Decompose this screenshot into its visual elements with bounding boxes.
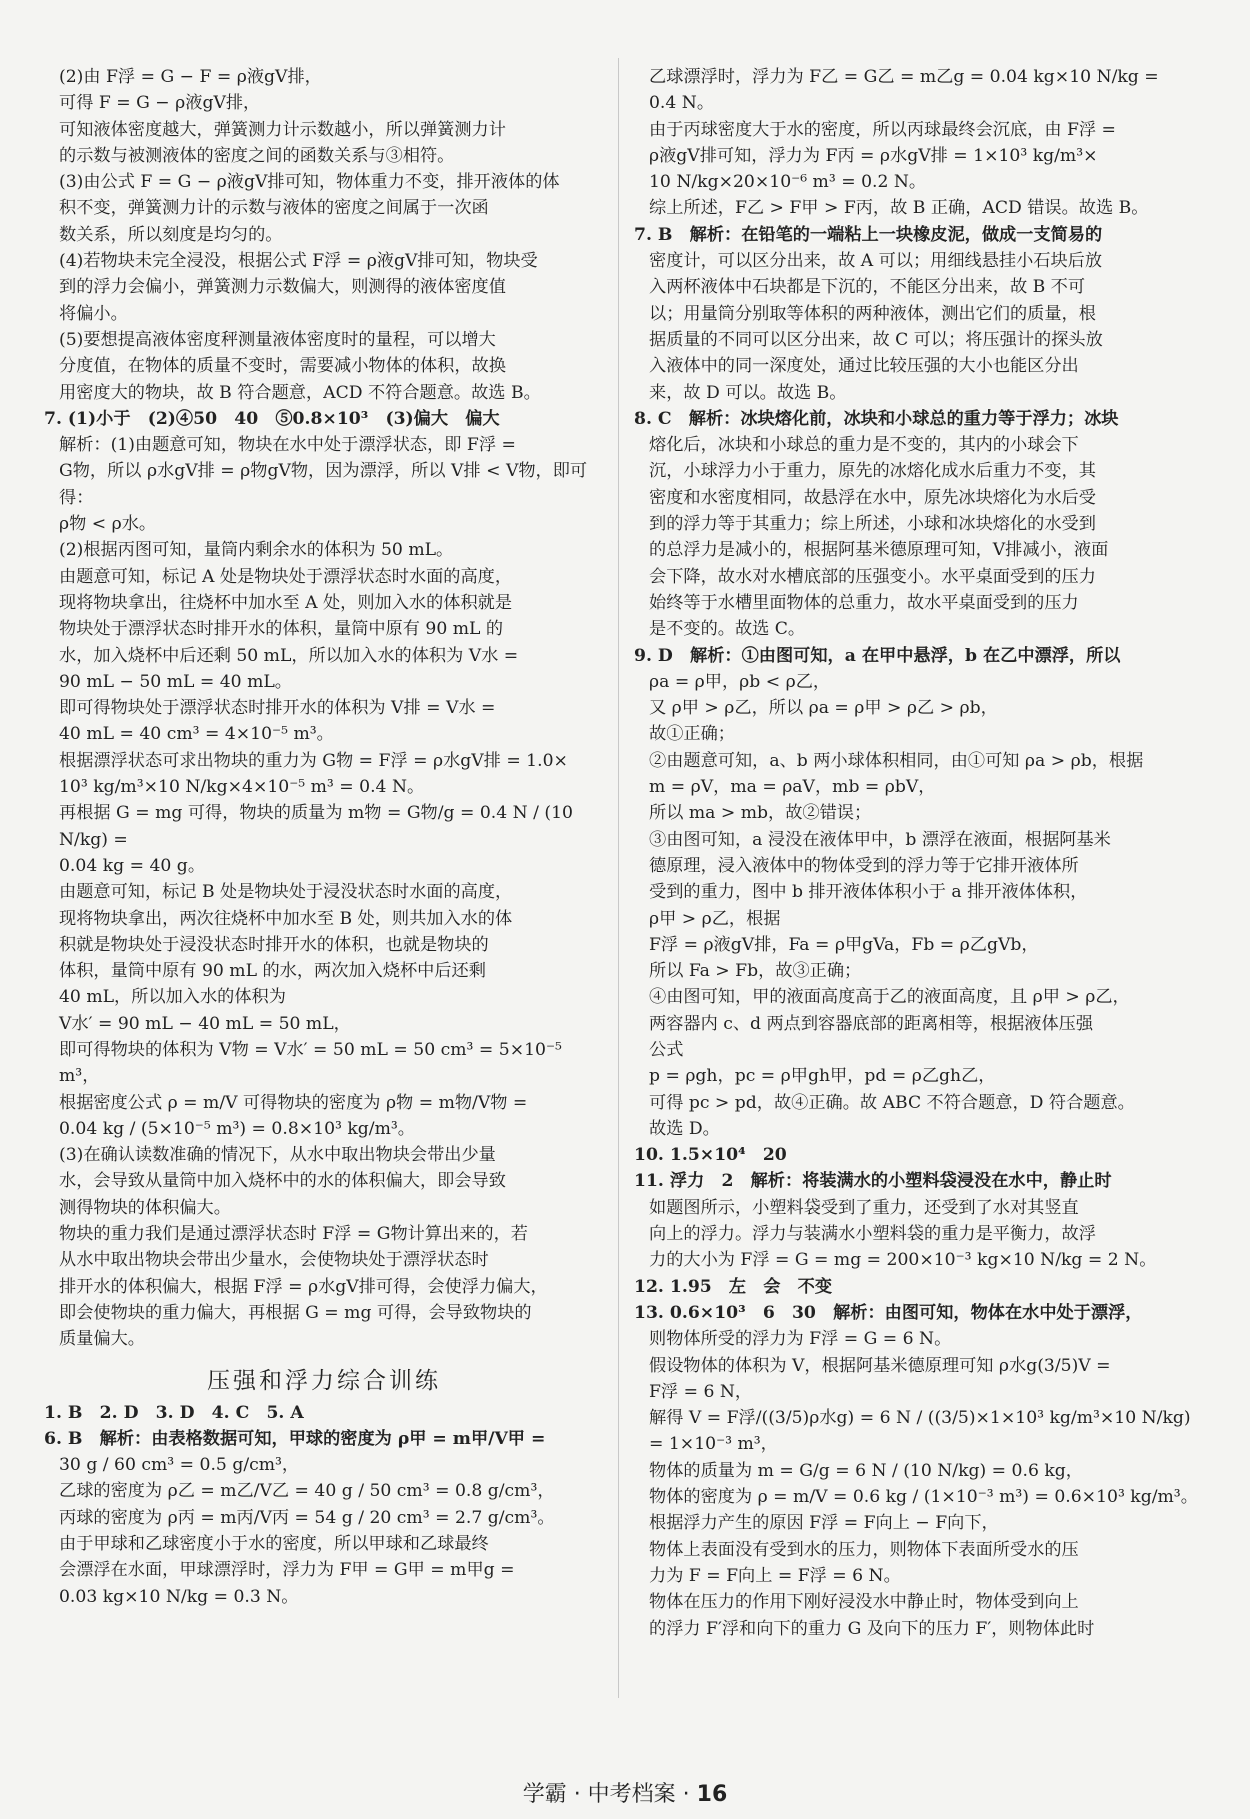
text-line: 13. 0.6×10³ 6 30 解析：由图可知，物体在水中处于漂浮， — [634, 1302, 1143, 1323]
text-line: 水，会导致从量筒中加入烧杯中的水的体积偏大，即会导致 — [59, 1171, 506, 1192]
text-line: 质量偏大。 — [59, 1329, 145, 1350]
text-line: 体积，量筒中原有 90 mL 的水，两次加入烧杯中后还剩 — [59, 961, 486, 982]
text-line: 的浮力 F′浮和向下的重力 G 及向下的压力 F′，则物体此时 — [649, 1618, 1095, 1639]
text-line: 由题意可知，标记 A 处是物块处于漂浮状态时水面的高度， — [59, 566, 513, 587]
text-line: 密度和水密度相同，故悬浮在水中，原先冰块熔化为水后受 — [649, 487, 1096, 508]
text-line: 沉，小球浮力小于重力，原先的冰熔化成水后重力不变，其 — [649, 461, 1096, 482]
text-line: 假设物体的体积为 V，根据阿基米德原理可知 ρ水g(3/5)V = — [649, 1355, 1111, 1376]
text-line: 是不变的。故选 C。 — [649, 619, 806, 640]
text-line: 据质量的不同可以区分出来，故 C 可以；将压强计的探头放 — [649, 329, 1103, 350]
text-line: 到的浮力等于其重力；综上所述，小球和冰块熔化的水受到 — [649, 514, 1096, 535]
text-line: 综上所述，F乙 > F甲 > F丙，故 B 正确，ACD 错误。故选 B。 — [649, 198, 1149, 219]
text-line: 的总浮力是减小的，根据阿基米德原理可知，V排减小，液面 — [649, 540, 1109, 561]
text-line: 会漂浮在水面，甲球漂浮时，浮力为 F甲 = G甲 = m甲g = — [59, 1560, 515, 1581]
text-line: 水，加入烧杯中后还剩 50 mL，所以加入水的体积为 V水 = — [59, 645, 519, 666]
text-line: 积不变，弹簧测力计的示数与液体的密度之间属于一次函 — [59, 198, 489, 219]
text-line: 以；用量筒分别取等体积的两种液体，测出它们的质量，根 — [649, 303, 1096, 324]
text-line: 始终等于水槽里面物体的总重力，故水平桌面受到的压力 — [649, 592, 1079, 613]
text-line: ρ甲 > ρ乙，根据 — [649, 908, 781, 929]
text-line: 即会使物块的重力偏大，再根据 G = mg 可得，会导致物块的 — [59, 1302, 532, 1323]
text-line: p = ρgh，pc = ρ甲gh甲，pd = ρ乙gh乙， — [649, 1066, 996, 1087]
text-line: 数关系，所以刻度是均匀的。 — [59, 224, 283, 245]
text-line: G物，所以 ρ水gV排 = ρ物gV物，因为漂浮，所以 V排 < V物，即可得： — [59, 461, 588, 508]
text-line: 受到的重力，图中 b 排开液体体积小于 a 排开液体体积， — [649, 882, 1088, 903]
text-line: 积就是物块处于浸没状态时排开水的体积，也就是物块的 — [59, 934, 489, 955]
text-line: 物块处于漂浮状态时排开水的体积，量筒中原有 90 mL 的 — [59, 619, 504, 640]
text-line: 物体在压力的作用下刚好浸没水中静止时，物体受到向上 — [649, 1592, 1079, 1613]
text-line: 来，故 D 可以。故选 B。 — [649, 382, 847, 403]
text-line: m = ρV，ma = ρaV，mb = ρbV， — [649, 777, 936, 798]
text-line: 30 g / 60 cm³ = 0.5 g/cm³， — [59, 1455, 300, 1476]
text-line: 力为 F = F向上 = F浮 = 6 N。 — [649, 1565, 901, 1586]
text-line: 分度值，在物体的质量不变时，需要减小物体的体积，故换 — [59, 356, 506, 377]
text-line: ④由图可知，甲的液面高度高于乙的液面高度，且 ρ甲 > ρ乙， — [649, 987, 1130, 1008]
text-line: (3)由公式 F = G − ρ液gV排可知，物体重力不变，排开液体的体 — [59, 172, 560, 193]
text-line: 6. B 解析：由表格数据可知，甲球的密度为 ρ甲 = m甲/V甲 = — [44, 1428, 546, 1449]
right-column — [634, 64, 1200, 1642]
footer-text: 学霸 · 中考档案 · — [522, 1782, 690, 1807]
text-line: 40 mL，所以加入水的体积为 — [59, 987, 286, 1008]
text-line: 所以 Fa > Fb，故③正确； — [649, 961, 862, 982]
text-line: 7. (1)小于 (2)④50 40 ⑤0.8×10³ (3)偏大 偏大 — [44, 408, 500, 429]
text-line: 德原理，浸入液体中的物体受到的浮力等于它排开液体所 — [649, 855, 1079, 876]
text-line: 可得 pc > pd，故④正确。故 ABC 不符合题意，D 符合题意。 — [649, 1092, 1135, 1113]
text-line: 物体的密度为 ρ = m/V = 0.6 kg / (1×10⁻³ m³) = 0.6×10³ kg/m³。 — [649, 1487, 1198, 1508]
text-line: 用密度大的物块，故 B 符合题意，ACD 不符合题意。故选 B。 — [59, 382, 541, 403]
text-line: 根据密度公式 ρ = m/V 可得物块的密度为 ρ物 = m物/V物 = — [59, 1092, 528, 1113]
text-line: 1. B 2. D 3. D 4. C 5. A — [44, 1402, 304, 1423]
text-line: 丙球的密度为 ρ丙 = m丙/V丙 = 54 g / 20 cm³ = 2.7 g/cm³。 — [59, 1507, 555, 1528]
text-line: 0.4 N。 — [649, 93, 715, 114]
text-line: 由于甲球和乙球密度小于水的密度，所以甲球和乙球最终 — [59, 1534, 489, 1555]
text-line: (4)若物块未完全浸没，根据公式 F浮 = ρ液gV排可知，物块受 — [59, 251, 538, 272]
text-line: F浮 = ρ液gV排，Fa = ρ甲gVa，Fb = ρ乙gVb， — [649, 934, 1039, 955]
text-line: 90 mL − 50 mL = 40 mL。 — [59, 671, 292, 692]
text-line: 则物体所受的浮力为 F浮 = G = 6 N。 — [649, 1329, 952, 1350]
text-line: 0.04 kg / (5×10⁻⁵ m³) = 0.8×10³ kg/m³。 — [59, 1118, 415, 1139]
text-line: ②由题意可知，a、b 两小球体积相同，由①可知 ρa > ρb，根据 — [649, 750, 1144, 771]
text-line: 根据漂浮状态可求出物块的重力为 G物 = F浮 = ρ水gV排 = 1.0× — [59, 750, 568, 771]
text-line: 故选 D。 — [649, 1118, 720, 1139]
text-line: 解得 V = F浮/((3/5)ρ水g) = 6 N / ((3/5)×1×10³ kg/m³×10 N/kg) = 1×10⁻³ m³， — [649, 1408, 1191, 1455]
text-line: 熔化后，冰块和小球总的重力是不变的，其内的小球会下 — [649, 435, 1079, 456]
page-number: 16 — [696, 1782, 728, 1807]
section-heading: 压强和浮力综合训练 — [207, 1367, 441, 1394]
text-line: 可知液体密度越大，弹簧测力计示数越小，所以弹簧测力计 — [59, 119, 506, 140]
text-line: 到的浮力会偏小，弹簧测力示数偏大，则测得的液体密度值 — [59, 277, 506, 298]
text-line: (3)在确认读数准确的情况下，从水中取出物块会带出少量 — [59, 1145, 496, 1166]
text-line: ρ物 < ρ水。 — [59, 514, 157, 535]
text-line: 12. 1.95 左 会 不变 — [634, 1276, 833, 1297]
text-line: 故①正确； — [649, 724, 735, 745]
text-line: 10 N/kg×20×10⁻⁶ m³ = 0.2 N。 — [649, 172, 927, 193]
text-line: 现将物块拿出，两次往烧杯中加水至 B 处，则共加入水的体 — [59, 908, 513, 929]
text-line: 由于丙球密度大于水的密度，所以丙球最终会沉底，由 F浮 = — [649, 119, 1116, 140]
text-line: 0.04 kg = 40 g。 — [59, 855, 206, 876]
text-line: V水′ = 90 mL − 40 mL = 50 mL， — [59, 1013, 351, 1034]
text-line: 入液体中的同一深度处，通过比较压强的大小也能区分出 — [649, 356, 1079, 377]
text-line: 向上的浮力。浮力与装满水小塑料袋的重力是平衡力，故浮 — [649, 1224, 1096, 1245]
text-line: 再根据 G = mg 可得，物块的质量为 m物 = G物/g = 0.4 N / (10 N/kg) = — [59, 803, 573, 850]
text-line: 如题图所示，小塑料袋受到了重力，还受到了水对其竖直 — [649, 1197, 1079, 1218]
text-line: 11. 浮力 2 解析：将装满水的小塑料袋浸没在水中，静止时 — [634, 1171, 1112, 1192]
text-line: 公式 — [649, 1039, 684, 1060]
text-line: 由题意可知，标记 B 处是物块处于浸没状态时水面的高度， — [59, 882, 513, 903]
text-line: 现将物块拿出，往烧杯中加水至 A 处，则加入水的体积就是 — [59, 592, 513, 613]
left-column — [44, 64, 604, 1610]
text-line: ρ液gV排可知，浮力为 F丙 = ρ水gV排 = 1×10³ kg/m³× — [649, 145, 1098, 166]
text-line: 测得物块的体积偏大。 — [59, 1197, 231, 1218]
text-line: 入两杯液体中石块都是下沉的，不能区分出来，故 B 不可 — [649, 277, 1086, 298]
text-line: 力的大小为 F浮 = G = mg = 200×10⁻³ kg×10 N/kg = 2 N。 — [649, 1250, 1157, 1271]
text-line: 物体上表面没有受到水的压力，则物体下表面所受水的压 — [649, 1539, 1079, 1560]
text-line: 0.03 kg×10 N/kg = 0.3 N。 — [59, 1586, 299, 1607]
column-divider — [618, 58, 619, 1698]
text-line: (5)要想提高液体密度秤测量液体密度时的量程，可以增大 — [59, 329, 496, 350]
text-line: 将偏小。 — [59, 303, 128, 324]
text-line: 根据浮力产生的原因 F浮 = F向上 − F向下， — [649, 1513, 999, 1534]
text-line: 10. 1.5×10⁴ 20 — [634, 1145, 787, 1166]
text-line: ρa = ρ甲，ρb < ρ乙， — [649, 671, 831, 692]
text-line: F浮 = 6 N， — [649, 1381, 753, 1402]
text-line: 9. D 解析：①由图可知，a 在甲中悬浮，b 在乙中漂浮，所以 — [634, 645, 1121, 666]
text-line: (2)根据丙图可知，量筒内剩余水的体积为 50 mL。 — [59, 540, 454, 561]
text-line: 物块的重力我们是通过漂浮状态时 F浮 = G物计算出来的，若 — [59, 1224, 528, 1245]
text-line: 乙球漂浮时，浮力为 F乙 = G乙 = m乙g = 0.04 kg×10 N/kg = — [649, 67, 1159, 87]
text-line: 10³ kg/m³×10 N/kg×4×10⁻⁵ m³ = 0.4 N。 — [59, 777, 425, 798]
text-line: 会下降，故水对水槽底部的压强变小。水平桌面受到的压力 — [649, 566, 1096, 587]
text-line: 物体的质量为 m = G/g = 6 N / (10 N/kg) = 0.6 kg， — [649, 1460, 1083, 1481]
text-line: 8. C 解析：冰块熔化前，冰块和小球总的重力等于浮力；冰块 — [634, 408, 1119, 429]
text-line: 即可得物块处于漂浮状态时排开水的体积为 V排 = V水 = — [59, 698, 496, 719]
text-line: 40 mL = 40 cm³ = 4×10⁻⁵ m³。 — [59, 724, 334, 745]
page-footer — [0, 1777, 1250, 1808]
text-line: 密度计，可以区分出来，故 A 可以；用细线悬挂小石块后放 — [649, 251, 1103, 272]
text-line: (2)由 F浮 = G − F = ρ液gV排， — [59, 67, 322, 87]
text-line: 排开水的体积偏大，根据 F浮 = ρ水gV排可得，会使浮力偏大， — [59, 1276, 548, 1297]
text-line: 可得 F = G − ρ液gV排， — [59, 93, 261, 114]
text-line: 所以 ma > mb，故②错误； — [649, 803, 872, 824]
text-line: 乙球的密度为 ρ乙 = m乙/V乙 = 40 g / 50 cm³ = 0.8 g/cm³， — [59, 1481, 555, 1502]
text-line: ③由图可知，a 浸没在液体甲中，b 漂浮在液面，根据阿基米 — [649, 829, 1111, 850]
text-line: 从水中取出物块会带出少量水，会使物块处于漂浮状态时 — [59, 1250, 489, 1271]
text-line: 又 ρ甲 > ρ乙，所以 ρa = ρ甲 > ρ乙 > ρb， — [649, 698, 998, 719]
text-line: 即可得物块的体积为 V物 = V水′ = 50 mL = 50 cm³ = 5×10⁻⁵ m³， — [59, 1039, 562, 1087]
text-line: 解析：(1)由题意可知，物块在水中处于漂浮状态，即 F浮 = — [59, 435, 516, 456]
text-line: 两容器内 c、d 两点到容器底部的距离相等，根据液体压强 — [649, 1013, 1094, 1034]
text-line: 7. B 解析：在铅笔的一端粘上一块橡皮泥，做成一支简易的 — [634, 224, 1103, 245]
text-line: 的示数与被测液体的密度之间的函数关系与③相符。 — [59, 145, 455, 166]
